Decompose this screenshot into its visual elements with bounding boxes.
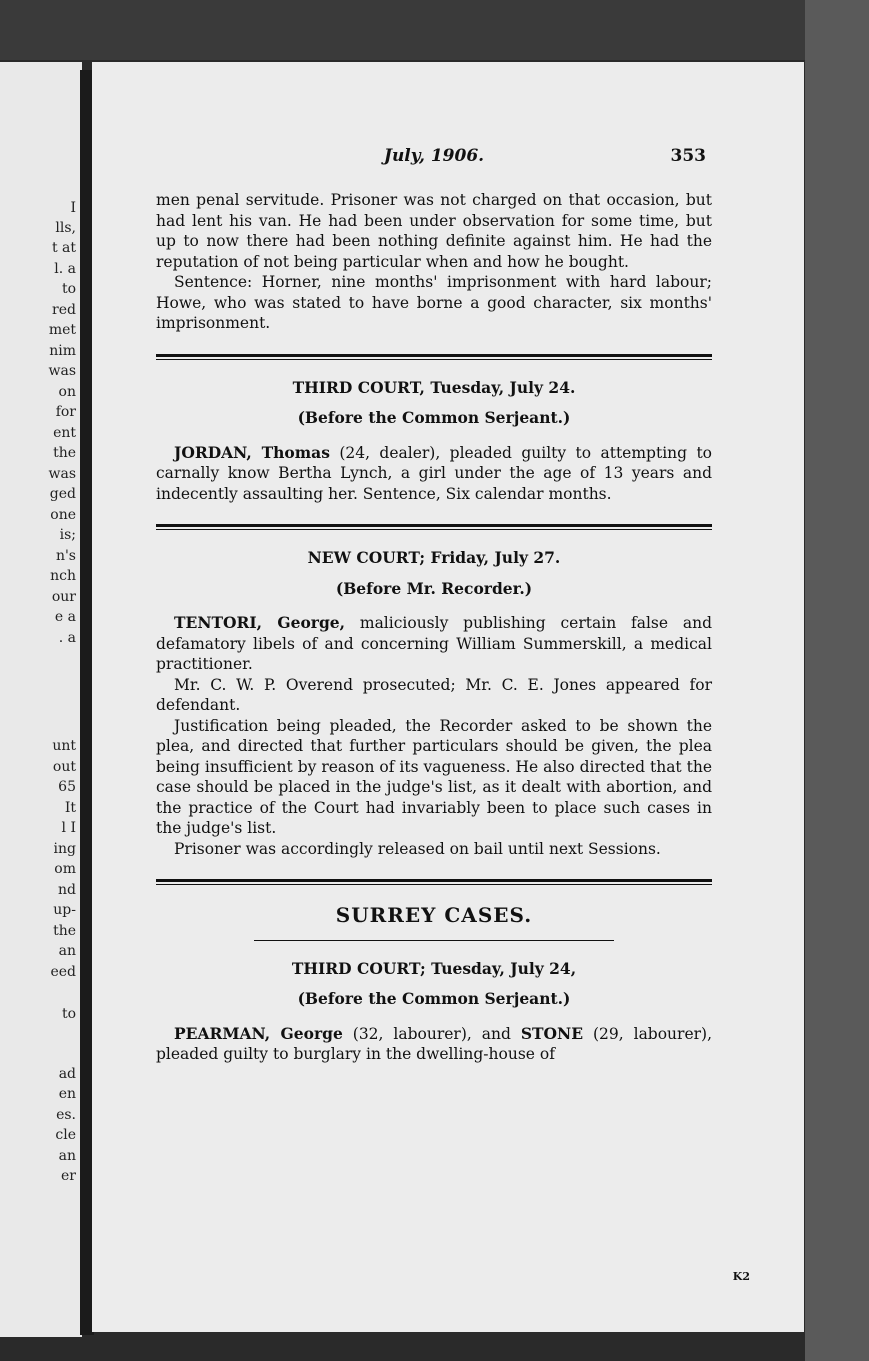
case-paragraph <box>156 443 712 505</box>
left-page-fragment: lls, <box>55 220 76 236</box>
case-text: (32, labourer), and <box>342 1024 521 1043</box>
left-page-fragment: nch <box>50 568 76 584</box>
left-page-fragment: up- <box>53 902 76 918</box>
left-page-fragment: an <box>58 1148 76 1164</box>
left-page-fragment: nim <box>49 343 76 359</box>
left-page-fragment: It <box>64 800 76 816</box>
background-top <box>0 0 869 60</box>
defendant-name: PEARMAN, George <box>174 1023 343 1043</box>
left-page-fragment: was <box>48 466 76 482</box>
paragraph: Prisoner was accordingly released on bail until next Sessions. <box>174 839 661 858</box>
left-page-fragment: was <box>48 363 76 379</box>
page-header <box>156 146 712 170</box>
left-page-fragment: e a <box>54 609 76 625</box>
case-text: (29, labourer), pleaded guilty to burglary in the dwelling-house of <box>156 1024 713 1063</box>
defendant-name: JORDAN, Thomas <box>174 442 330 462</box>
defendant-name: TENTORI, George, <box>174 613 346 632</box>
heading-rule <box>254 940 614 941</box>
left-page-fragment: n's <box>55 548 76 564</box>
left-page-fragment: our <box>51 589 76 605</box>
page-body <box>156 190 712 1065</box>
left-page-fragment: t at <box>51 240 76 256</box>
left-page <box>0 62 82 1337</box>
left-page-fragment: . a <box>58 630 76 646</box>
paragraph: Justification being pleaded, the Recorder asked to be shown the plea, and directed that further particulars should be given, the plea being insufficient by reason of its vagueness. He also directed that the case should be placed in the judge's list, as it dealt with abortion, and the practice of the Court had invariably been to place such cases in the judge's list. <box>156 716 712 837</box>
left-page-fragment: to <box>61 281 76 297</box>
left-page-fragment: l I <box>61 820 76 836</box>
before-line: (Before Mr. Recorder.) <box>335 578 533 598</box>
left-page-fragment: unt <box>52 738 76 754</box>
paragraph: Mr. C. W. P. Overend prosecuted; Mr. C. E. Jones appeared for defendant. <box>156 675 712 714</box>
left-page-fragment: met <box>48 322 76 338</box>
left-page-fragment: om <box>54 861 76 877</box>
case-paragraph <box>156 1024 712 1065</box>
left-page-fragment: cle <box>55 1127 76 1143</box>
court-heading: THIRD COURT, Tuesday, July 24. <box>292 377 576 397</box>
book-edge <box>805 0 869 1361</box>
right-page <box>92 62 804 1332</box>
court-heading: THIRD COURT; Tuesday, July 24, <box>291 958 577 978</box>
left-page-fragment: red <box>52 302 76 318</box>
paragraph: men penal servitude. Prisoner was not charged on that occasion, but had lent his van. He had been under observation for some time, but up to now there had been nothing definite against him. He had the reputation of not being particular when and how he bought. <box>156 191 712 271</box>
left-page-fragment: nd <box>58 882 76 898</box>
left-page-fragment: on <box>58 384 76 400</box>
left-page-fragment: en <box>58 1086 76 1102</box>
left-page-fragment: ad <box>58 1066 76 1082</box>
left-page-fragment: l. a <box>54 261 76 277</box>
left-page-fragment: the <box>53 923 76 939</box>
case-text: maliciously publishing certain false and defamatory libels of and concerning William Summerskill, a medical practitioner. <box>156 614 712 673</box>
running-title: July, 1906. <box>383 146 485 166</box>
defendant-name: STONE <box>520 1023 584 1043</box>
left-page-fragment: ged <box>49 486 76 502</box>
before-line: (Before the Common Serjeant.) <box>297 408 571 427</box>
left-page-fragment: ent <box>53 425 76 441</box>
left-page-fragment: one <box>50 507 76 523</box>
left-page-fragment: is; <box>59 527 76 543</box>
left-page-fragment: es. <box>56 1107 76 1123</box>
section-rule <box>156 354 712 360</box>
left-page-fragment: the <box>53 445 76 461</box>
before-line: (Before the Common Serjeant.) <box>297 989 571 1008</box>
left-page-fragment: an <box>58 943 76 959</box>
case-text: (24, dealer), pleaded guilty to attempting to carnally know Bertha Lynch, a girl under the age of 13 years and indecently assaulting her. Sentence, Six calendar months. <box>156 443 713 503</box>
section-rule <box>156 524 712 530</box>
left-page-fragment: eed <box>50 964 76 980</box>
signature-mark: K2 <box>732 1270 750 1283</box>
paragraph: Sentence: Horner, nine months' imprisonment with hard labour; Howe, who was stated to have borne a good character, six months' imprisonment. <box>156 273 712 332</box>
page-number: 353 <box>670 146 706 166</box>
left-page-fragment: ing <box>53 841 76 857</box>
section-heading: SURREY CASES. <box>335 903 533 927</box>
left-page-fragment: I <box>70 200 76 216</box>
left-page-fragment: to <box>61 1006 76 1022</box>
section-rule <box>156 879 712 885</box>
case-paragraph <box>156 613 712 675</box>
left-page-fragment: 65 <box>58 779 76 795</box>
left-page-fragment: er <box>61 1168 76 1184</box>
left-page-fragment: for <box>55 404 76 420</box>
court-heading: NEW COURT; Friday, July 27. <box>307 548 561 567</box>
left-page-fragment: out <box>52 759 76 775</box>
